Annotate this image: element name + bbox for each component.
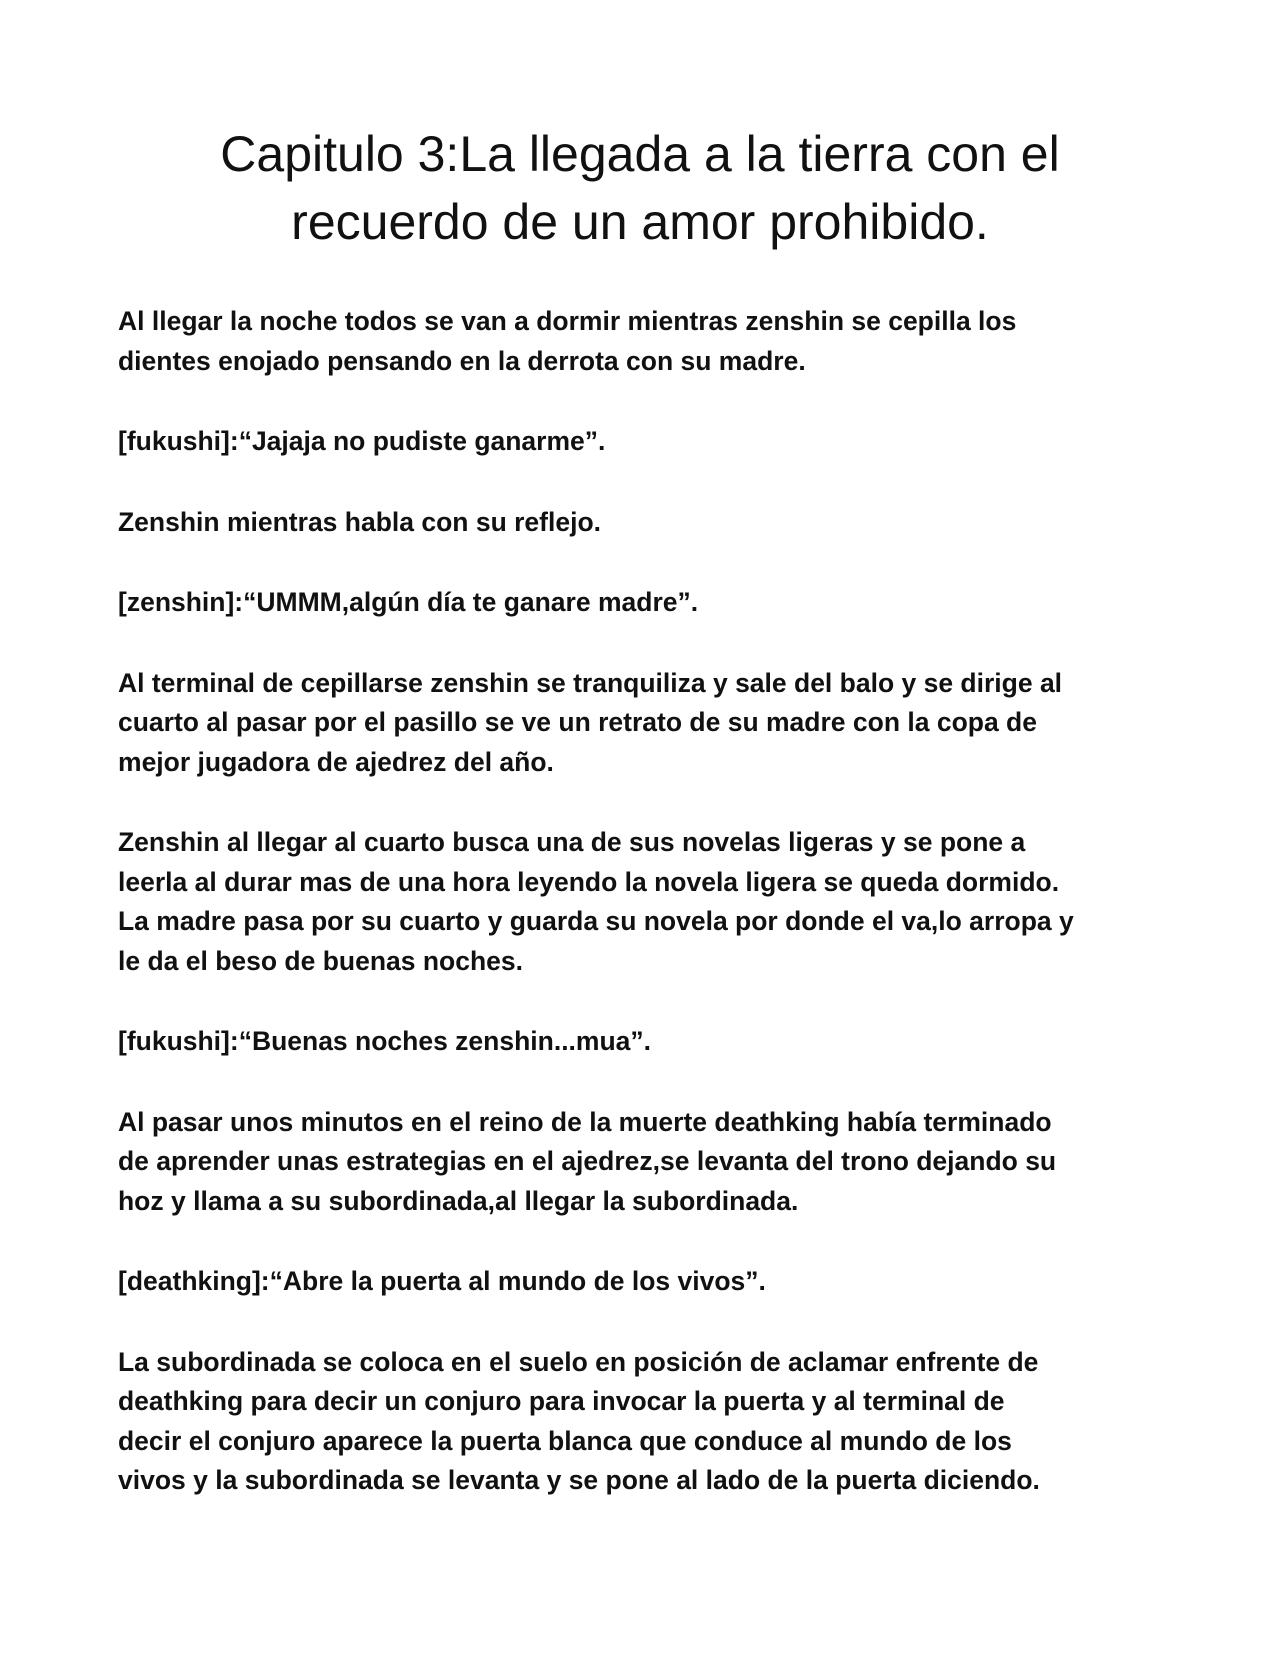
text-line: deathking para decir un conjuro para invocar la puerta y al terminal de	[118, 1386, 1005, 1416]
text-line: Al pasar unos minutos en el reino de la muerte deathking había terminado	[118, 1106, 1052, 1137]
paragraph-reading	[118, 823, 1178, 981]
text-line: cuarto al pasar por el pasillo se ve un retrato de su madre con la copa de	[118, 707, 1037, 737]
text-line: La madre pasa por su cuarto y guarda su novela por donde el va,lo arropa y	[118, 906, 1074, 936]
text-line: [deathking]:“Abre la puerta al mundo de los vivos”.	[118, 1266, 766, 1296]
paragraph-hallway	[118, 664, 1178, 783]
chapter-title	[120, 120, 1160, 256]
text-line: Al terminal de cepillarse zenshin se tranquiliza y sale del balo y se dirige al	[118, 667, 1063, 698]
paragraph-reflection	[118, 503, 1178, 543]
chapter-title-line: Capitulo 3:La llegada a la tierra con el	[220, 126, 1060, 182]
paragraph-night-brushing	[118, 302, 1178, 381]
text-line: dientes enojado pensando en la derrota con su madre.	[118, 345, 806, 376]
chapter-title-line: recuerdo de un amor prohibido.	[291, 194, 989, 250]
text-line: Al llegar la noche todos se van a dormir mientras zenshin se cepilla los	[118, 306, 1017, 336]
text-line: vivos y la subordinada se levanta y se pone al lado de la puerta diciendo.	[118, 1465, 1040, 1495]
text-line: le da el beso de buenas noches.	[118, 945, 523, 976]
text-line: hoz y llama a su subordinada,al llegar la subordinada.	[118, 1185, 799, 1216]
text-line: Zenshin mientras habla con su reflejo.	[118, 506, 602, 537]
text-line: La subordinada se coloca en el suelo en posición de aclamar enfrente de	[118, 1346, 1039, 1377]
text-line: [zenshin]:“UMMM,algún día te ganare madre”.	[118, 587, 699, 617]
text-line: Zenshin al llegar al cuarto busca una de sus novelas ligeras y se pone a	[118, 827, 1026, 857]
text-line: decir el conjuro aparece la puerta blanca que conduce al mundo de los	[118, 1425, 1012, 1456]
dialogue-deathking	[118, 1262, 1178, 1302]
dialogue-fukushi	[118, 422, 1178, 462]
text-line: mejor jugadora de ajedrez del año.	[118, 746, 554, 777]
chapter-body	[118, 302, 1178, 1542]
dialogue-zenshin	[118, 583, 1178, 623]
text-line: de aprender unas estrategias en el ajedrez,se levanta del trono dejando su	[118, 1146, 1057, 1176]
paragraph-subordinate	[118, 1343, 1178, 1501]
dialogue-fukushi-goodnight	[118, 1022, 1178, 1062]
paragraph-deathking	[118, 1103, 1178, 1222]
text-line: leerla al durar mas de una hora leyendo la novela ligera se queda dormido.	[118, 866, 1060, 897]
text-line: [fukushi]:“Buenas noches zenshin...mua”.	[118, 1026, 652, 1056]
text-line: [fukushi]:“Jajaja no pudiste ganarme”.	[118, 426, 606, 456]
